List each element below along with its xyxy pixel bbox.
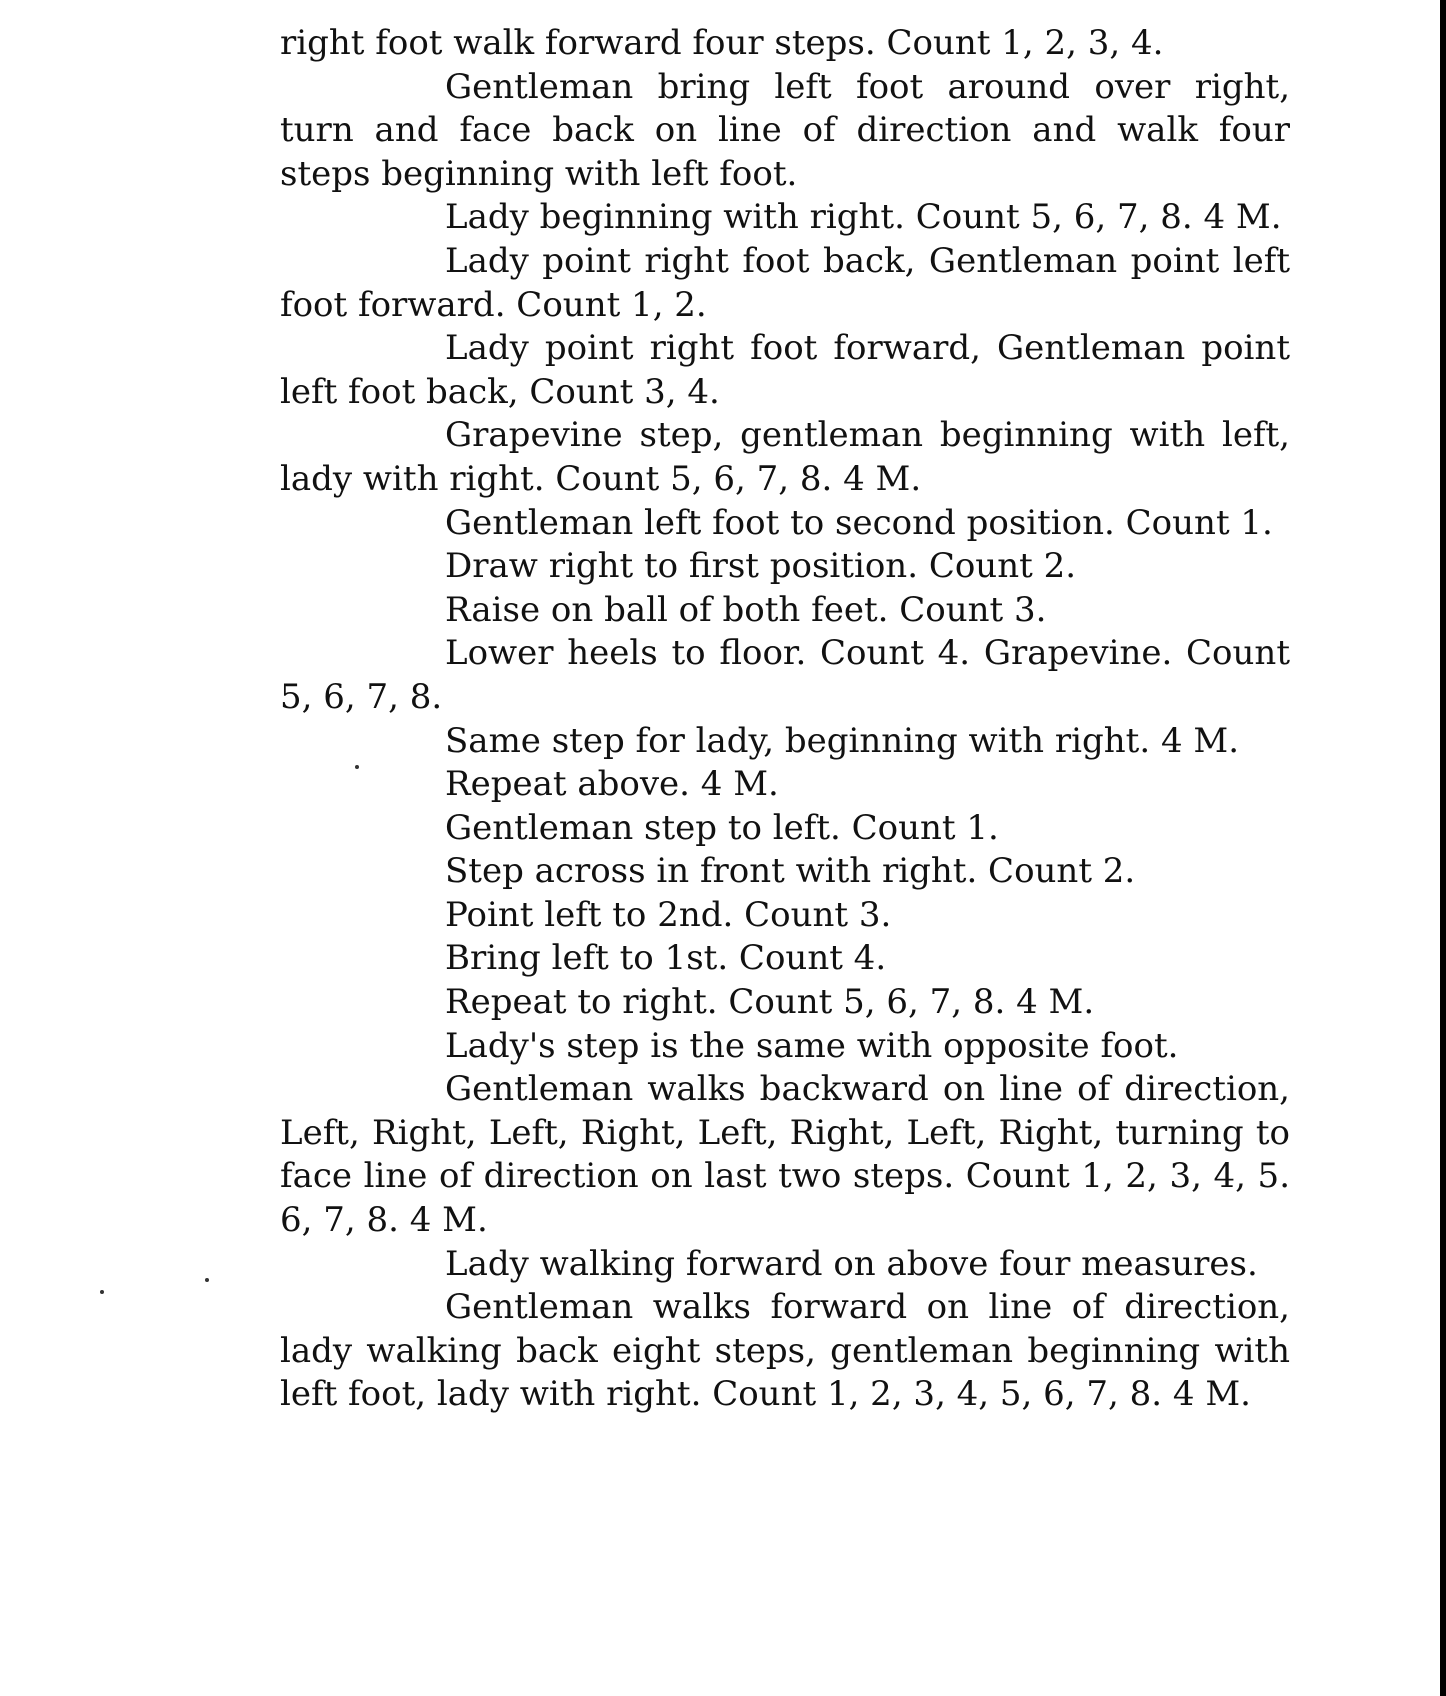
paragraph: Step across in front with right. Count 2. (445, 851, 1136, 892)
paragraph: Point left to 2nd. Count 3. (445, 894, 892, 935)
paragraph: Same step for lady, beginning with right. 4 M. (445, 720, 1240, 761)
body-text (280, 22, 1290, 1417)
paragraph: Repeat above. 4 M. (445, 764, 779, 805)
dust-speck (205, 1278, 209, 1282)
paragraph: Repeat to right. Count 5, 6, 7, 8. 4 M. (445, 982, 1095, 1023)
paragraph: Lady's step is the same with opposite foot. (445, 1025, 1179, 1066)
paragraph: Gentleman step to left. Count 1. (445, 807, 999, 848)
dust-speck (100, 1290, 104, 1294)
paragraph: Lady point right foot forward, Gentleman point left foot back, Count 3, 4. (280, 328, 1290, 412)
paragraph: Lady walking forward on above four measures. (445, 1243, 1258, 1284)
paragraph: Lady beginning with right. Count 5, 6, 7, 8. 4 M. (445, 197, 1282, 238)
paragraph: Bring left to 1st. Count 4. (445, 938, 887, 979)
paragraph: Lady point right foot back, Gentleman point left foot forward. Count 1, 2. (280, 240, 1290, 325)
paragraph: right foot walk forward four steps. Count 1, 2, 3, 4. (280, 23, 1164, 63)
page-edge (1440, 0, 1446, 1696)
paragraph: Draw right to first position. Count 2. (445, 546, 1077, 587)
paragraph: Gentleman walks forward on line of direction, lady walking back eight steps, gentleman beginning with left foot, lady with right. Count 1, 2, 3, 4, 5, 6, 7, 8. 4 M. (280, 1287, 1290, 1415)
paragraph: Gentleman walks backward on line of direction, Left, Right, Left, Right, Left, Right, Left, Right, turning to face line of direction on last two steps. Count 1, 2, 3, 4, 5. 6, 7, 8. 4 M. (280, 1069, 1290, 1241)
paragraph: Grapevine step, gentleman beginning with left, lady with right. Count 5, 6, 7, 8. 4 M. (280, 415, 1290, 499)
paragraph: Gentleman left foot to second position. Count 1. (445, 502, 1273, 543)
paragraph: Lower heels to floor. Count 4. Grapevine. Count 5, 6, 7, 8. (280, 633, 1290, 717)
paragraph: Gentleman bring left foot around over right, turn and face back on line of direction and walk four steps beginning with left foot. (280, 66, 1290, 194)
paragraph: Raise on ball of both feet. Count 3. (445, 589, 1047, 630)
